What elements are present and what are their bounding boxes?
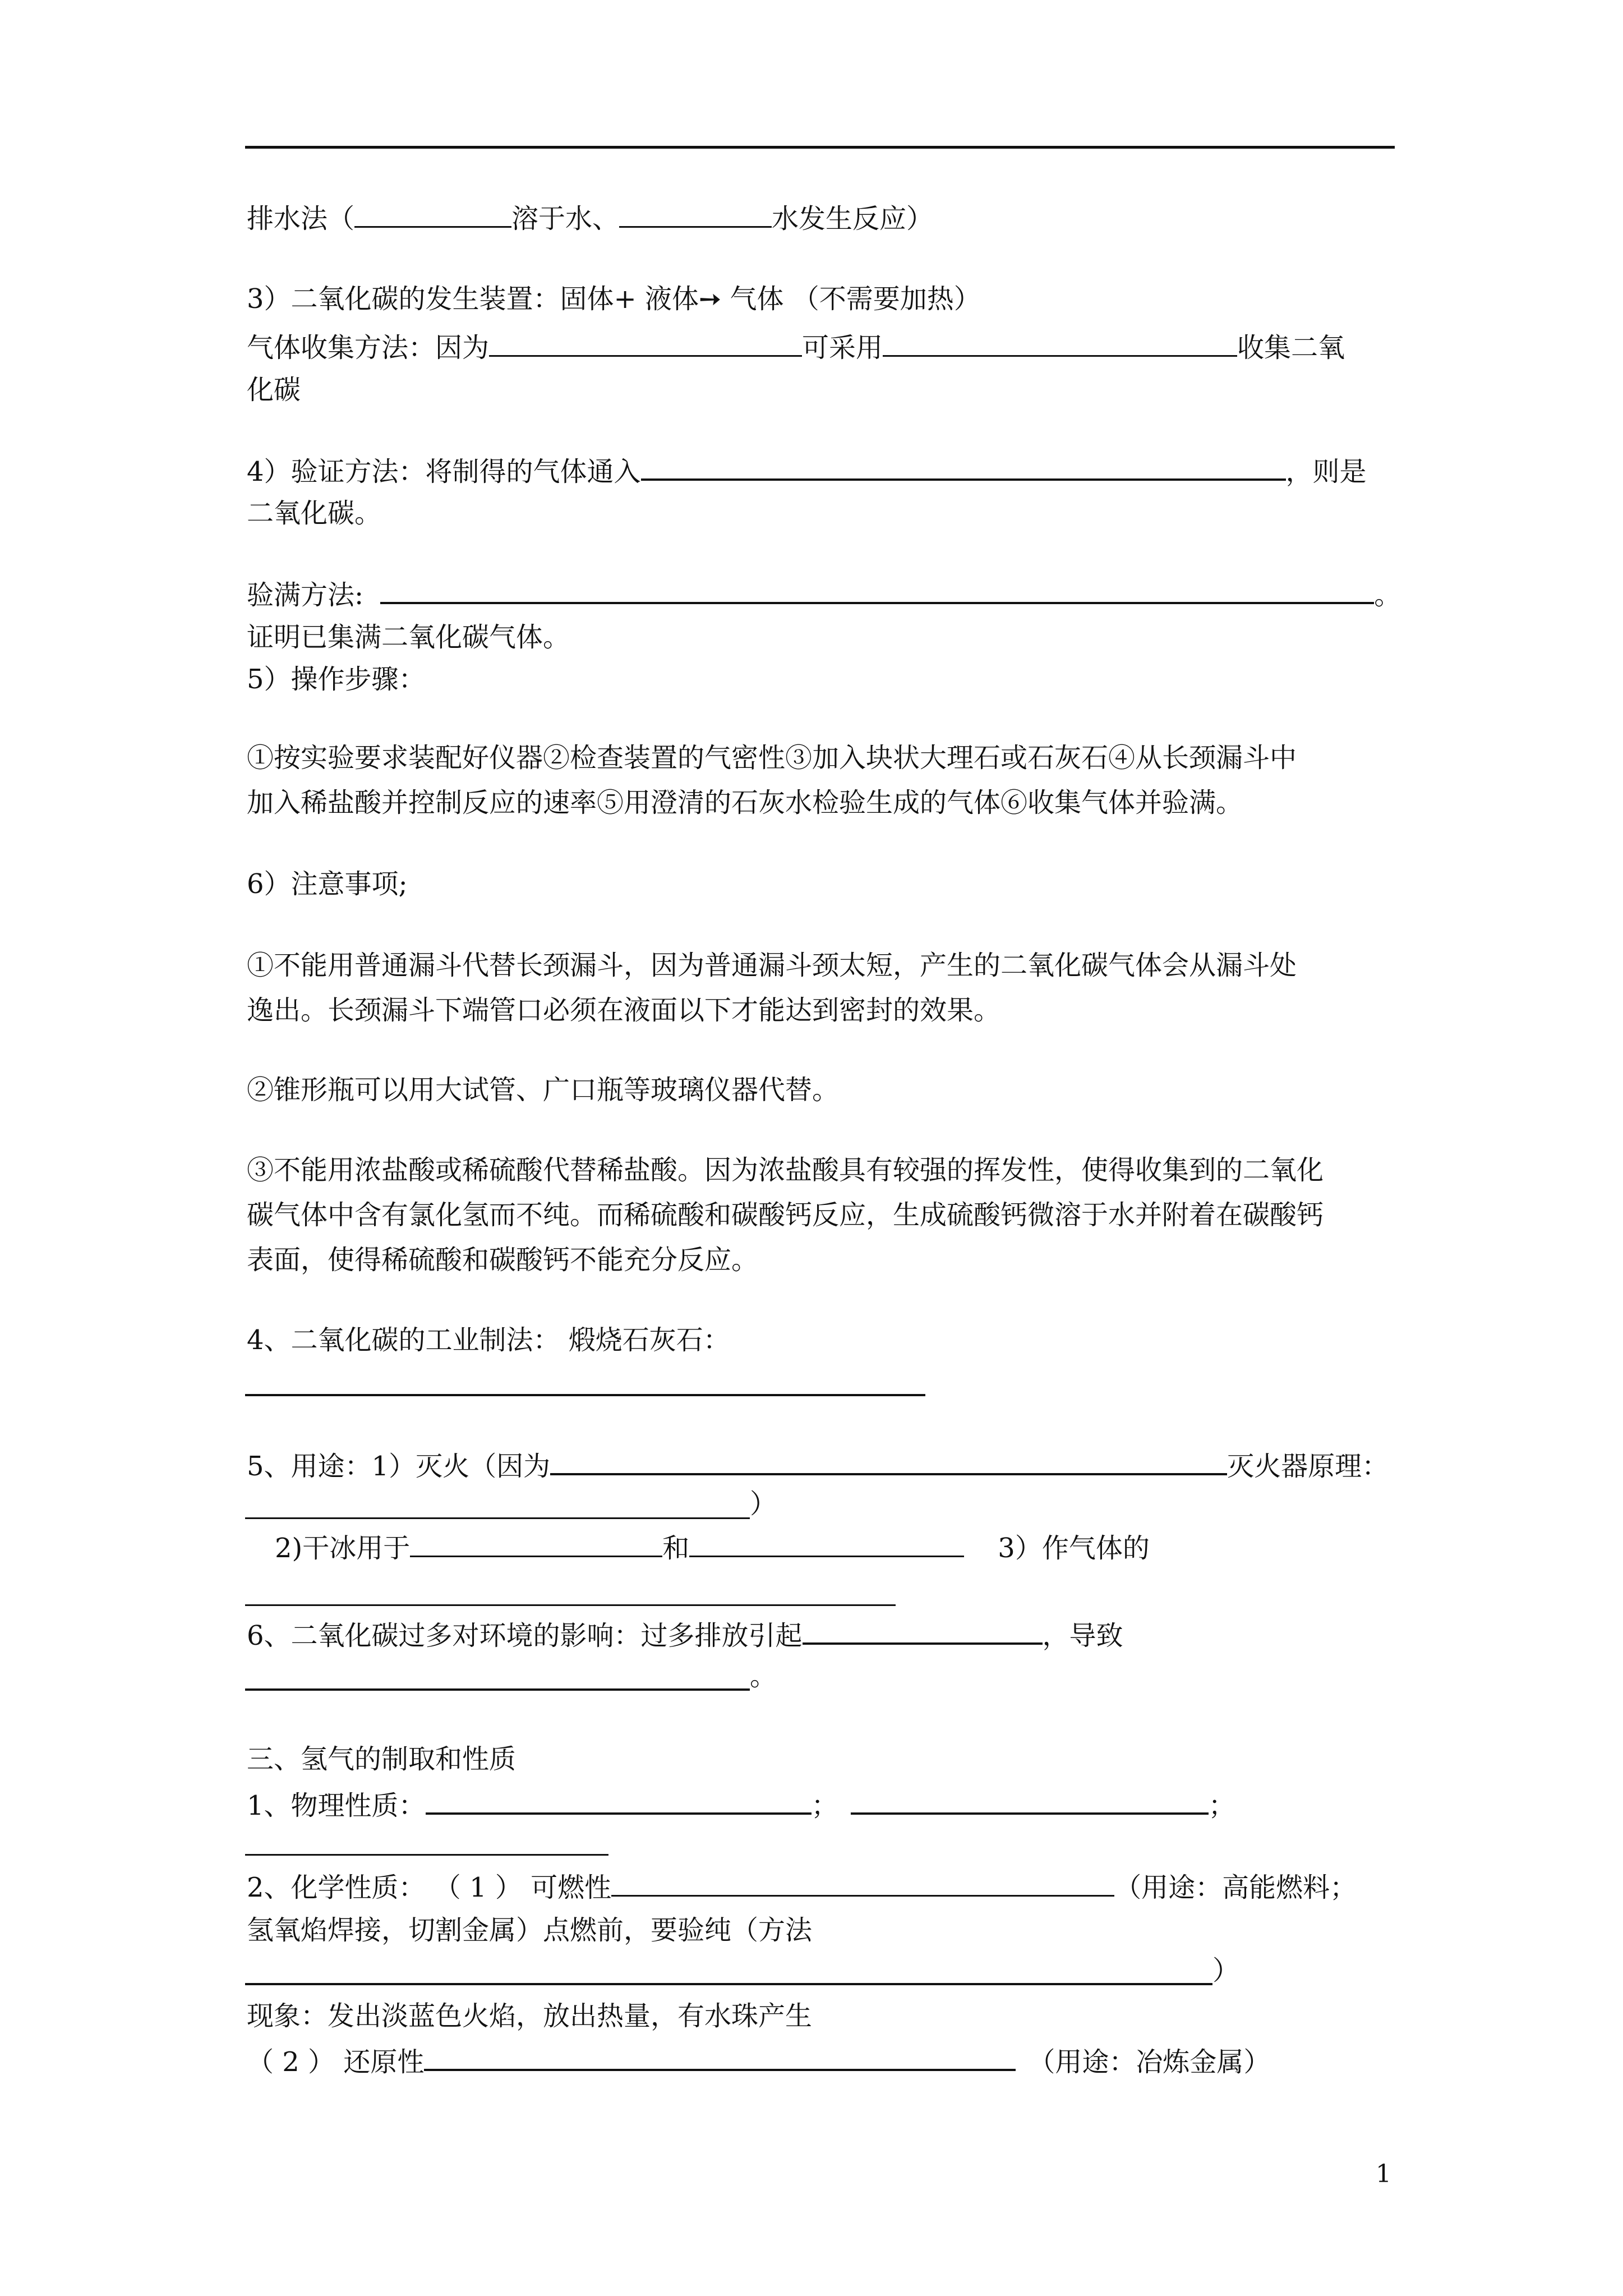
text-line: ）	[750, 1488, 777, 1520]
text-line: 现象：发出淡蓝色火焰，放出热量，有水珠产生	[247, 2000, 813, 2032]
answer-line[interactable]	[245, 1854, 608, 1856]
text-line: 5、用途：1）灭火（因为 灭火器原理：	[247, 1446, 1389, 1484]
answer-line[interactable]	[245, 1983, 1212, 1985]
text-line: 6）注意事项;	[247, 868, 408, 900]
blank[interactable]	[619, 199, 772, 228]
answer-line[interactable]	[245, 1394, 925, 1396]
text-line: ①按实验要求装配好仪器②检查装置的气密性③加入块状大理石或石灰石④从长颈漏斗中	[247, 742, 1297, 774]
text-line: 验满方法: 。	[247, 575, 1401, 613]
text-line: 。	[750, 1660, 777, 1692]
text-line: 表面，使得稀硫酸和碳酸钙不能充分反应。	[247, 1244, 759, 1276]
text-line: 加入稀盐酸并控制反应的速率⑤用澄清的石灰水检验生成的气体⑥收集气体并验满。	[247, 787, 1243, 818]
text-line: ①不能用普通漏斗代替长颈漏斗，因为普通漏斗颈太短，产生的二氧化碳气体会从漏斗处	[247, 950, 1297, 981]
blank[interactable]	[410, 1529, 662, 1557]
blank[interactable]	[550, 1446, 1227, 1475]
answer-line[interactable]	[245, 1517, 750, 1519]
text-line: 1、物理性质： ； ；	[247, 1786, 1235, 1823]
blank[interactable]	[489, 328, 802, 357]
blank[interactable]	[883, 328, 1237, 357]
text-line: 二氧化碳。	[247, 498, 382, 529]
answer-line[interactable]	[245, 1604, 896, 1606]
text-line: 三、氢气的制取和性质	[247, 1743, 517, 1775]
answer-line[interactable]	[245, 1688, 750, 1691]
text-line: （ 2 ） 还原性 （用途：冶炼金属）	[247, 2042, 1270, 2079]
page-number: 1	[1376, 2160, 1391, 2188]
blank[interactable]	[611, 1868, 1114, 1897]
text-line: 6、二氧化碳过多对环境的影响：过多排放引起 ，导致	[247, 1616, 1123, 1653]
blank[interactable]	[354, 199, 511, 228]
text-line: 4）验证方法：将制得的气体通入 ，则是	[247, 452, 1367, 489]
header-rule	[245, 146, 1395, 149]
blank[interactable]	[689, 1529, 964, 1557]
text-line: 5）操作步骤：	[247, 664, 426, 695]
text-line: 逸出。长颈漏斗下端管口必须在液面以下才能达到密封的效果。	[247, 995, 1001, 1026]
text-line: 化碳	[247, 374, 301, 406]
blank[interactable]	[380, 575, 1374, 604]
blank[interactable]	[641, 452, 1286, 481]
text-line: ③不能用浓盐酸或稀硫酸代替稀盐酸。因为浓盐酸具有较强的挥发性，使得收集到的二氧化	[247, 1154, 1324, 1186]
text-line: 排水法（ 溶于水、 水发生反应）	[247, 199, 933, 236]
text-line: 碳气体中含有氯化氢而不纯。而稀硫酸和碳酸钙反应，生成硫酸钙微溶于水并附着在碳酸钙	[247, 1199, 1324, 1231]
text-line: ②锥形瓶可以用大试管、广口瓶等玻璃仪器代替。	[247, 1074, 840, 1106]
blank[interactable]	[426, 1786, 811, 1815]
text-line: 2)干冰用于 和 3）作气体的	[275, 1529, 1150, 1566]
text-line: 气体收集方法：因为 可采用 收集二氧	[247, 328, 1345, 365]
text-line: ）	[1212, 1955, 1240, 1986]
text-line: 2、化学性质： （ 1 ） 可燃性 （用途：高能燃料；	[247, 1868, 1357, 1905]
text-line: 4、二氧化碳的工业制法： 煅烧石灰石：	[247, 1324, 730, 1356]
text-line: 氢氧焰焊接，切割金属）点燃前，要验纯（方法	[247, 1915, 813, 1946]
text-line: 证明已集满二氧化碳气体。	[247, 622, 570, 653]
blank[interactable]	[424, 2042, 1016, 2071]
text-line: 3）二氧化碳的发生装置：固体+ 液体➙ 气体 （不需要加热）	[247, 283, 981, 315]
blank[interactable]	[803, 1616, 1043, 1645]
blank[interactable]	[851, 1786, 1209, 1815]
